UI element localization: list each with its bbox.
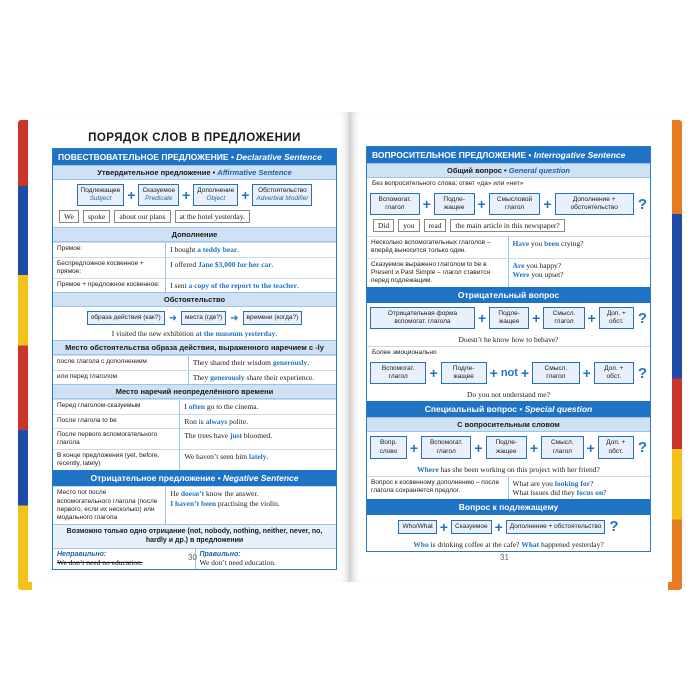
- correct-label: Правильно:: [199, 551, 241, 559]
- plus-icon: +: [543, 196, 552, 213]
- formula-main-verb: Смысл. глагол: [541, 436, 584, 458]
- plus-icon: +: [409, 439, 419, 456]
- negative-bar: Отрицательное предложение • Negative Sentence: [53, 470, 336, 486]
- question-mark-icon: ?: [637, 309, 647, 327]
- table-row: Перед глаголом-сказуемым I often go to the cinema.: [53, 399, 336, 413]
- adverbial-head: Обстоятельство: [53, 292, 336, 307]
- formula-aux-verb: Вспомогат. глагол: [370, 193, 420, 215]
- formula-not: not: [500, 367, 518, 380]
- formula-subject: Подле-жащее: [489, 307, 529, 329]
- plus-icon: +: [439, 518, 448, 535]
- flow-place: места (где?): [181, 311, 226, 325]
- formula-predicate: Сказуемое Predicate: [138, 184, 179, 206]
- plus-icon: +: [127, 187, 136, 204]
- table-row: после глагола с дополнением They shared their wisdom generously.: [53, 355, 336, 369]
- plus-icon: +: [582, 365, 591, 382]
- formula-object-adverbial: Доп. + обст.: [594, 362, 634, 384]
- affirmative-formula: [53, 180, 336, 210]
- formula-main-verb: Смысловой глагол: [489, 193, 541, 215]
- general-question-head: Общий вопрос • General question: [367, 163, 650, 178]
- table-row: Беспредложное косвенное + прямое: I offered Jane $3,000 for her car.: [53, 257, 336, 278]
- formula-question-word: Вопр. слово: [370, 436, 407, 458]
- incorrect-label: Неправильно:: [57, 551, 107, 559]
- more-emotional-note: Более эмоционально: [367, 346, 650, 358]
- formula-object-adverbial: Доп. + обст.: [599, 307, 634, 329]
- plus-icon: +: [489, 365, 498, 382]
- word-box: Did: [373, 219, 394, 232]
- question-mark-icon: ?: [637, 195, 647, 213]
- formula-subject: Подле-жащее: [441, 362, 487, 384]
- formula-who-what: Who/What: [398, 520, 436, 534]
- plus-icon: +: [422, 196, 431, 213]
- formula-aux-verb: Вспомогат. глагол: [370, 362, 426, 384]
- plus-icon: +: [586, 439, 595, 456]
- adverbial-order-flow: [53, 307, 336, 327]
- table-row: Вопрос к косвенному дополнению – после глагола сохраняется предлог. What are you looking for? What issues did they focus on?: [367, 476, 650, 500]
- page-title: ПОРЯДОК СЛОВ В ПРЕДЛОЖЕНИИ: [88, 132, 301, 144]
- single-negation-note: Возможно только одно отрицание (not, nobody, nothing, neither, never, no, hardly и др.) в предложении: [53, 524, 336, 549]
- plus-icon: +: [477, 310, 487, 326]
- plus-icon: +: [520, 365, 530, 382]
- plus-icon: +: [241, 187, 250, 204]
- special-question-bar: Специальный вопрос • Special question: [367, 401, 650, 417]
- open-book: [18, 112, 682, 590]
- emotional-example: Do you not understand me?: [467, 390, 550, 400]
- plus-icon: +: [474, 439, 483, 456]
- plus-icon: +: [429, 365, 438, 382]
- table-row: Сказуемое выражено глаголом to be в Present и Past Simple – глагол ставится перед подлежащим. Are you happy? Were you upset?: [367, 258, 650, 287]
- formula-adverbial: Обстоятельство Adverbial Modifier: [252, 184, 312, 206]
- table-row: Прямое: I bought a teddy bear.: [53, 242, 336, 256]
- formula-main-verb: Смысл. глагол: [532, 362, 579, 384]
- table-row: Место not после вспомогательного глагола (после первого, если их несколько) или модального глагола He doesn’t know the answer. I haven’t been practising the violin.: [53, 486, 336, 524]
- formula-subject: Подлежащее Subject: [77, 184, 125, 206]
- emotional-formula: [367, 358, 650, 388]
- incorrect-example: We don’t need no education.: [57, 558, 143, 568]
- formula-object: Дополнение Object: [193, 184, 238, 206]
- page-number: 31: [500, 553, 509, 562]
- word-box: We: [59, 210, 79, 223]
- with-question-word-head: С вопросительным словом: [367, 417, 650, 432]
- plus-icon: +: [477, 196, 486, 213]
- table-row: или перед глаголом They generously share their experience.: [53, 370, 336, 384]
- correct-example: We don’t need education.: [199, 558, 276, 568]
- subject-formula: [367, 515, 650, 538]
- word-box: at the hotel yesterday.: [175, 210, 250, 223]
- no-question-word-note: Без вопросительного слова; ответ «да» или «нет»: [372, 180, 524, 187]
- question-mark-icon: ?: [637, 364, 647, 382]
- special-formula: [367, 432, 650, 462]
- example-words: [367, 219, 650, 236]
- interrogative-bar: ВОПРОСИТЕЛЬНОЕ ПРЕДЛОЖЕНИЕ • Interrogative Sentence: [367, 147, 650, 163]
- formula-neg-aux: Отрицательная форма вспомогат. глагола: [370, 307, 475, 329]
- negative-question-bar: Отрицательный вопрос: [367, 287, 650, 303]
- word-box: you: [398, 219, 419, 232]
- formula-object-adverbial: Дополнение + обстоятельство: [555, 193, 634, 215]
- flow-example: I visited the new exhibition at the museum yesterday.: [111, 329, 278, 339]
- formula-aux-verb: Вспомогат. глагол: [421, 436, 471, 458]
- word-box: the main article in this newspaper?: [450, 219, 564, 232]
- formula-subject: Подле-жащее: [486, 436, 527, 458]
- page-right: [350, 112, 672, 582]
- plus-icon: +: [182, 187, 191, 204]
- table-row: После первого вспомогательного глагола The trees have just bloomed.: [53, 428, 336, 449]
- subject-example: Who is drinking coffee at the cafe? What happened yesterday?: [413, 540, 604, 550]
- flow-manner: образа действия (как?): [87, 311, 165, 325]
- plus-icon: +: [532, 310, 541, 326]
- negative-question-example: Doesn’t he know how to behave?: [458, 335, 559, 345]
- negative-question-formula: [367, 303, 650, 333]
- plus-icon: +: [494, 518, 503, 535]
- formula-subject: Подле-жащее: [434, 193, 475, 215]
- example-words: [53, 210, 336, 227]
- table-row: После глагола to be Ron is always polite.: [53, 414, 336, 428]
- plus-icon: +: [529, 439, 539, 456]
- formula-object-adverbial: Дополнение + обстоятельство: [506, 520, 606, 534]
- arrow-right-icon: ➜: [168, 312, 178, 324]
- formula-object-adverbial: Доп. + обст.: [598, 436, 634, 458]
- word-box: spoke: [83, 210, 111, 223]
- page-left: [28, 112, 350, 582]
- general-formula: [367, 189, 650, 219]
- special-example: Where has she been working on this project with her friend?: [417, 464, 600, 474]
- indefinite-adverbs-head: Место наречий неопределённого времени: [53, 384, 336, 399]
- question-mark-icon: ?: [609, 518, 619, 536]
- flow-time: времени (когда?): [243, 311, 303, 325]
- interrogative-panel: [366, 146, 651, 552]
- table-row: Прямое + предложное косвенное: I sent a copy of the report to the teacher.: [53, 278, 336, 292]
- declarative-panel: [52, 148, 337, 570]
- arrow-right-icon: ➜: [230, 312, 239, 324]
- formula-main-verb: Смысл. глагол: [543, 307, 584, 329]
- table-row: В конце предложения (yet, before, recently, lately) We haven’t seen him lately.: [53, 449, 336, 470]
- manner-head: Место обстоятельства образа действия, выраженного наречием с -ly: [53, 340, 336, 355]
- formula-predicate: Сказуемое: [451, 520, 492, 534]
- object-head: Дополнение: [53, 227, 336, 242]
- question-mark-icon: ?: [637, 439, 647, 456]
- page-number: 30: [188, 553, 197, 562]
- table-row: Несколько вспомогательных глаголов – вперёд выносится только один. Have you been crying?: [367, 236, 650, 257]
- plus-icon: +: [587, 310, 596, 326]
- declarative-bar: ПОВЕСТВОВАТЕЛЬНОЕ ПРЕДЛОЖЕНИЕ • Declarative Sentence: [53, 149, 336, 165]
- subject-question-bar: Вопрос к подлежащему: [367, 499, 650, 515]
- word-box: read: [424, 219, 447, 232]
- word-box: about our plans: [114, 210, 170, 223]
- affirmative-head: Утвердительное предложение • Affirmative Sentence: [53, 165, 336, 180]
